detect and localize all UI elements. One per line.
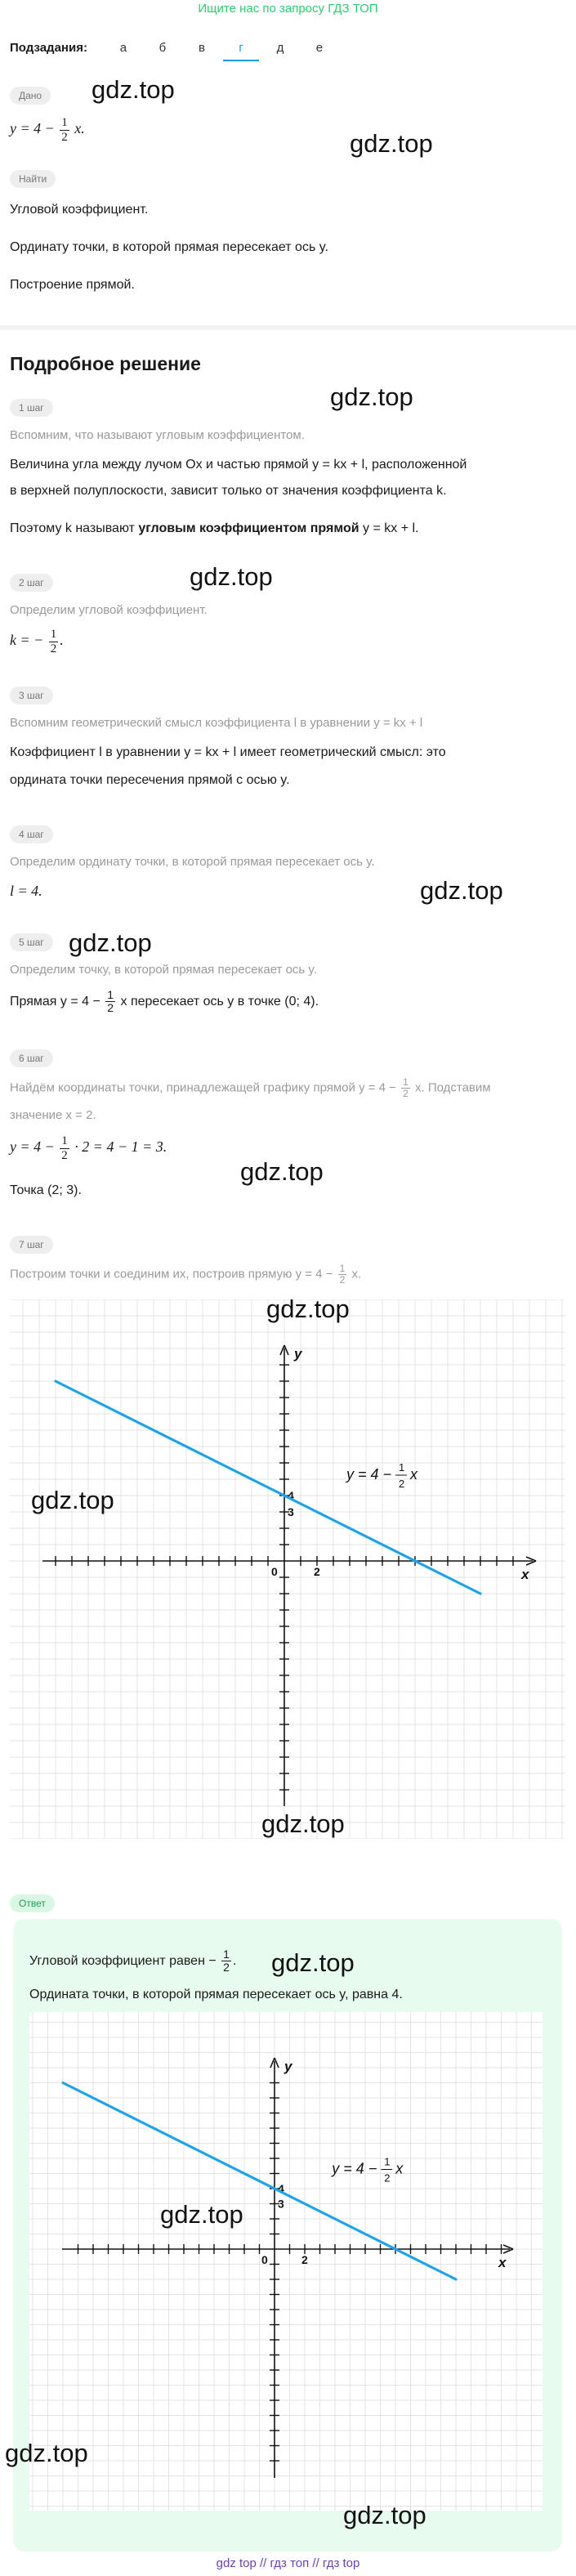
watermark: gdz.top [240, 1157, 324, 1186]
step-6-note-2: значение x = 2. [10, 1108, 96, 1122]
watermark: gdz.top [343, 2501, 426, 2529]
step-5-note: Определим точку, в которой прямая пересекает ось y. [10, 963, 317, 977]
watermark: gdz.top [190, 562, 273, 591]
function-label-den: 2 [384, 2171, 391, 2185]
solution-heading: Подробное решение [10, 353, 201, 374]
step-5-line: Прямая y = 4 − $\frac{1}{2}$ x пересекает ось y в точке (0; 4). [10, 988, 319, 1015]
answer-line-2: Ордината точки, в которой прямая пересекает ось y, равна 4. [29, 1988, 403, 2001]
function-label: y = 4 − [332, 2160, 377, 2177]
find-pill: Найти [10, 170, 56, 188]
find-item-1: Угловой коэффициент. [10, 203, 149, 217]
step-3-line-2: ордината точки пересечения прямой с осью y. [10, 773, 290, 787]
search-banner: Ищите нас по запросу ГДЗ ТОП [198, 2, 378, 16]
answer-line-1: Угловой коэффициент равен − $\frac{1}{2}$ . [29, 1948, 237, 1974]
y-tick-label-4: 4 [278, 2182, 284, 2195]
watermark: gdz.top [420, 876, 503, 905]
watermark: gdz.top [350, 129, 433, 158]
watermark: gdz.top [160, 2200, 243, 2229]
function-label-x: x [410, 1466, 417, 1483]
function-label-num: 1 [384, 2155, 391, 2168]
step-2-equation: k = − $\frac{1}{2}$ . [10, 628, 64, 655]
y-tick-label-3: 3 [288, 1505, 294, 1518]
step-1-pill: 1 шаг [10, 399, 53, 417]
function-label-x: x [395, 2160, 404, 2177]
tab-a[interactable]: а [119, 41, 127, 55]
answer-graph [29, 2012, 543, 2511]
subtasks-bar [10, 34, 339, 61]
step-4-pill: 4 шаг [10, 825, 53, 843]
x-axis-label: x [521, 1567, 529, 1582]
function-label-den: 2 [399, 1478, 405, 1490]
watermark: gdz.top [69, 928, 152, 957]
watermark: gdz.top [266, 1295, 350, 1323]
watermark: gdz.top [330, 382, 413, 411]
step-1-bold-line: Поэтому k называют угловым коэффициентом прямой y = kx + l. [10, 521, 419, 535]
watermark: gdz.top [5, 2439, 88, 2467]
step-6-pill: 6 шаг [10, 1049, 53, 1067]
step-6-point: Точка (2; 3). [10, 1183, 82, 1197]
tab-e[interactable]: е [315, 41, 324, 55]
find-item-2: Ординату точки, в которой прямая пересекает ось y. [10, 240, 328, 254]
origin-label: 0 [261, 2253, 268, 2266]
function-label: y = 4 − [346, 1466, 392, 1483]
x-axis-label: x [498, 2255, 507, 2270]
step-4-note: Определим ординату точки, в которой прямая пересекает ось y. [10, 855, 375, 869]
section-divider [0, 325, 576, 330]
origin-label: 0 [271, 1565, 278, 1578]
solution-graph [10, 1299, 565, 1839]
footer-links[interactable]: gdz top // гдз топ // гдз top [216, 2556, 360, 2570]
step-7-pill: 7 шаг [10, 1236, 53, 1254]
y-axis-label: y [284, 2059, 292, 2074]
function-label-num: 1 [399, 1461, 405, 1474]
step-1-line-2: в верхней полуплоскости, зависит только от значения коэффициента k. [10, 484, 447, 498]
step-2-note: Определим угловой коэффициент. [10, 603, 208, 617]
step-1-note: Вспомним, что называют угловым коэффициентом. [10, 428, 305, 442]
given-equation: y = 4 − $\frac{1}{2}$ x. [10, 116, 85, 144]
step-6-note: Найдём координаты точки, принадлежащей графику прямой y = 4 − $\frac{1}{2}$ x. Подставим [10, 1076, 491, 1100]
step-2-pill: 2 шаг [10, 574, 53, 592]
step-5-pill: 5 шаг [10, 933, 53, 951]
graph-background [29, 2012, 543, 2511]
step-4-equation: l = 4. [10, 883, 42, 899]
graph-background [10, 1299, 565, 1839]
tab-g[interactable]: г [221, 34, 261, 61]
step-6-equation: y = 4 − $\frac{1}{2}$ · 2 = 4 − 1 = 3. [10, 1134, 167, 1162]
find-item-3: Построение прямой. [10, 278, 135, 292]
step-7-note: Построим точки и соединим их, построив прямую y = 4 − $\frac{1}{2}$ x. [10, 1263, 362, 1286]
y-axis-label: y [294, 1346, 302, 1362]
subtasks-label: Подзадания: [10, 41, 87, 55]
watermark: gdz.top [31, 1486, 114, 1514]
step-3-line-1: Коэффициент l в уравнении y = kx + l имеет геометрический смысл: это [10, 745, 446, 759]
watermark: gdz.top [261, 1809, 345, 1838]
tab-v[interactable]: в [198, 41, 205, 55]
given-pill: Дано [10, 87, 51, 105]
y-tick-label-4: 4 [288, 1489, 294, 1502]
tab-d[interactable]: д [276, 41, 284, 55]
answer-pill: Ответ [10, 1894, 55, 1912]
step-3-note: Вспомним геометрический смысл коэффициента l в уравнении y = kx + l [10, 716, 423, 730]
step-3-pill: 3 шаг [10, 686, 53, 704]
tab-b[interactable]: б [159, 41, 167, 55]
watermark: gdz.top [271, 1948, 355, 1977]
step-1-line-1: Величина угла между лучом Ox и частью прямой y = kx + l, расположенной [10, 458, 467, 472]
x-tick-label: 2 [314, 1565, 320, 1578]
x-tick-label: 2 [301, 2253, 308, 2266]
watermark: gdz.top [92, 75, 175, 104]
y-tick-label-3: 3 [278, 2197, 284, 2211]
